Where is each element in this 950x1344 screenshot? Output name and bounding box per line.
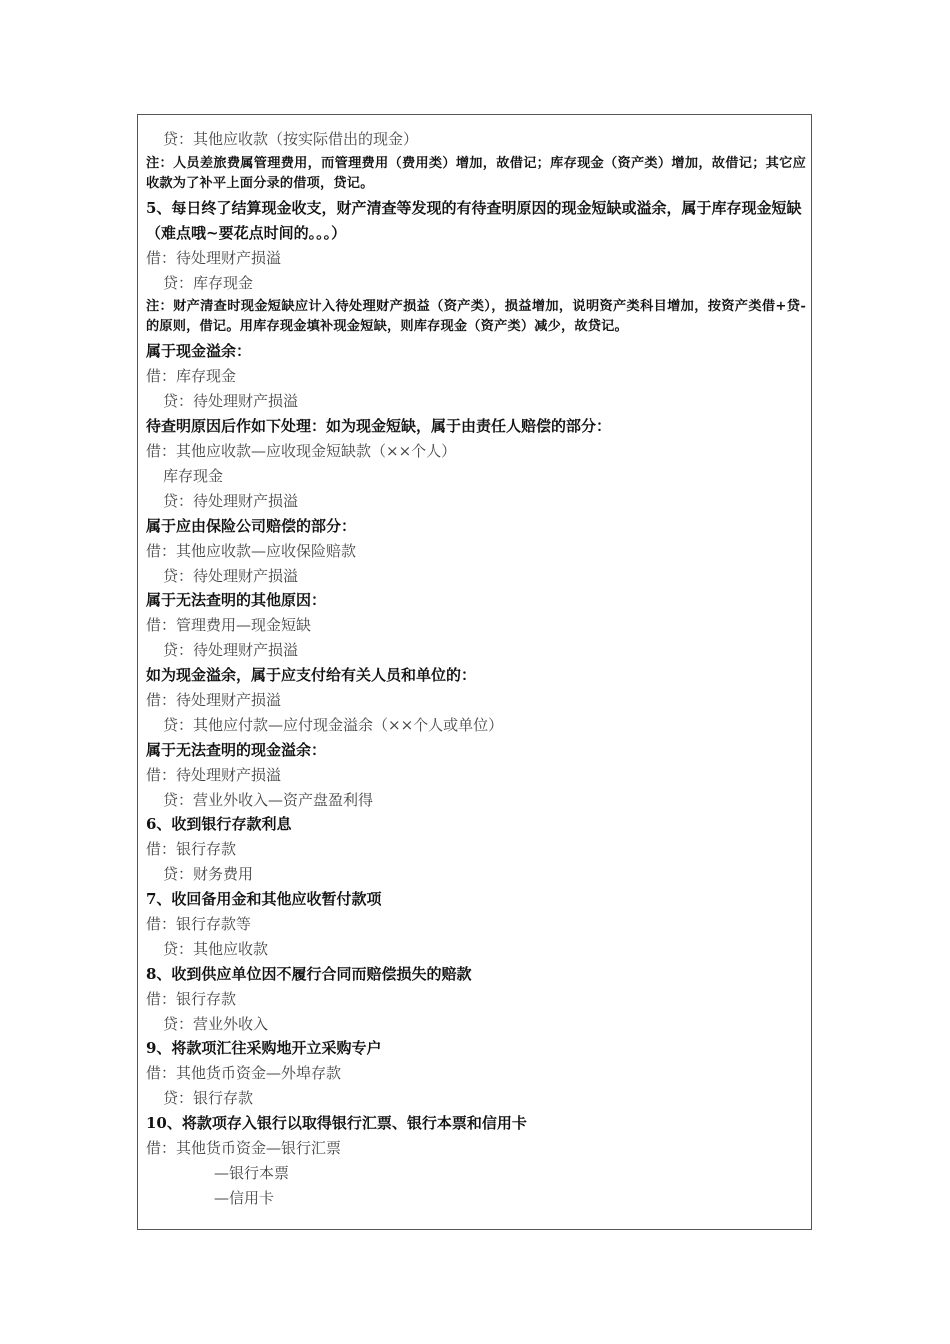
entry-credit: 贷：待处理财产损溢 (163, 392, 299, 411)
entry-credit: 贷：营业外收入 (163, 1014, 269, 1033)
sub-heading: 如为现金溢余，属于应支付给有关人员和单位的： (146, 666, 477, 685)
section-heading-8: 8、收到供应单位因不履行合同而赔偿损失的赔款 (146, 964, 472, 983)
entry-credit: 贷：银行存款 (163, 1089, 254, 1108)
page-frame (137, 114, 812, 1230)
entry-debit: 借：管理费用—现金短缺 (146, 616, 312, 635)
entry-credit: 贷：其他应付款—应付现金溢余（××个人或单位） (163, 715, 504, 734)
section-heading-5: 5、每日终了结算现金收支，财产清查等发现的有待查明原因的现金短缺或溢余，属于库存现金短缺 （难点哦~要花点时间的。。。） (146, 198, 802, 242)
entry-debit: 借：银行存款 (146, 840, 237, 859)
entry-debit: 借：其他应收款—应收现金短缺款（××个人） (146, 442, 457, 461)
entry-debit: 借：待处理财产损溢 (146, 690, 282, 709)
entry-debit: 借：银行存款等 (146, 914, 252, 933)
section-heading-9: 9、将款项汇往采购地开立采购专户 (146, 1039, 382, 1058)
section-heading-7: 7、收回备用金和其他应收暂付款项 (146, 890, 382, 909)
entry-credit: 贷：其他应收款 (163, 939, 269, 958)
entry-credit: 贷：库存现金 (163, 273, 254, 292)
note-paragraph: 注：人员差旅费属管理费用，而管理费用（费用类）增加，故借记；库存现金（资产类）增加，故借记；其它应收款为了补平上面分录的借项，贷记。 (146, 155, 806, 191)
entry-debit: 借：库存现金 (146, 367, 237, 386)
entry-credit: 贷：营业外收入—资产盘盈利得 (163, 790, 374, 809)
entry-debit-continued: 库存现金 (163, 466, 224, 485)
entry-debit: 借：银行存款 (146, 989, 237, 1008)
entry-debit: 借：其他货币资金—银行汇票 (146, 1138, 342, 1157)
entry-credit: 贷：待处理财产损溢 (163, 566, 299, 585)
sub-heading: 属于无法查明的其他原因： (146, 591, 327, 610)
entry-debit: 借：待处理财产损溢 (146, 248, 282, 267)
entry-credit: 贷：财务费用 (163, 865, 254, 884)
section-heading-10: 10、将款项存入银行以取得银行汇票、银行本票和信用卡 (146, 1114, 527, 1133)
entry-credit: 贷：待处理财产损溢 (163, 491, 299, 510)
entry-debit: 借：其他货币资金—外埠存款 (146, 1064, 342, 1083)
entry-debit-subaccount: —信用卡 (214, 1188, 275, 1207)
sub-heading: 属于现金溢余： (146, 342, 252, 361)
document-body (146, 127, 806, 1211)
section-heading-6: 6、收到银行存款利息 (146, 815, 292, 834)
entry-credit: 贷：待处理财产损溢 (163, 641, 299, 660)
entry-debit: 借：待处理财产损溢 (146, 765, 282, 784)
sub-heading: 待查明原因后作如下处理：如为现金短缺，属于由责任人赔偿的部分： (146, 417, 612, 436)
note-paragraph: 注：财产清查时现金短缺应计入待处理财产损益（资产类），损益增加，说明资产类科目增加，按资产类借+贷-的原则，借记。用库存现金填补现金短缺，则库存现金（资产类）减少，故贷记。 (146, 299, 806, 335)
entry-debit: 借：其他应收款—应收保险赔款 (146, 541, 357, 560)
sub-heading: 属于应由保险公司赔偿的部分： (146, 516, 357, 535)
sub-heading: 属于无法查明的现金溢余： (146, 740, 327, 759)
entry-debit-subaccount: —银行本票 (214, 1163, 290, 1182)
entry-credit: 贷：其他应收款（按实际借出的现金） (163, 130, 419, 148)
